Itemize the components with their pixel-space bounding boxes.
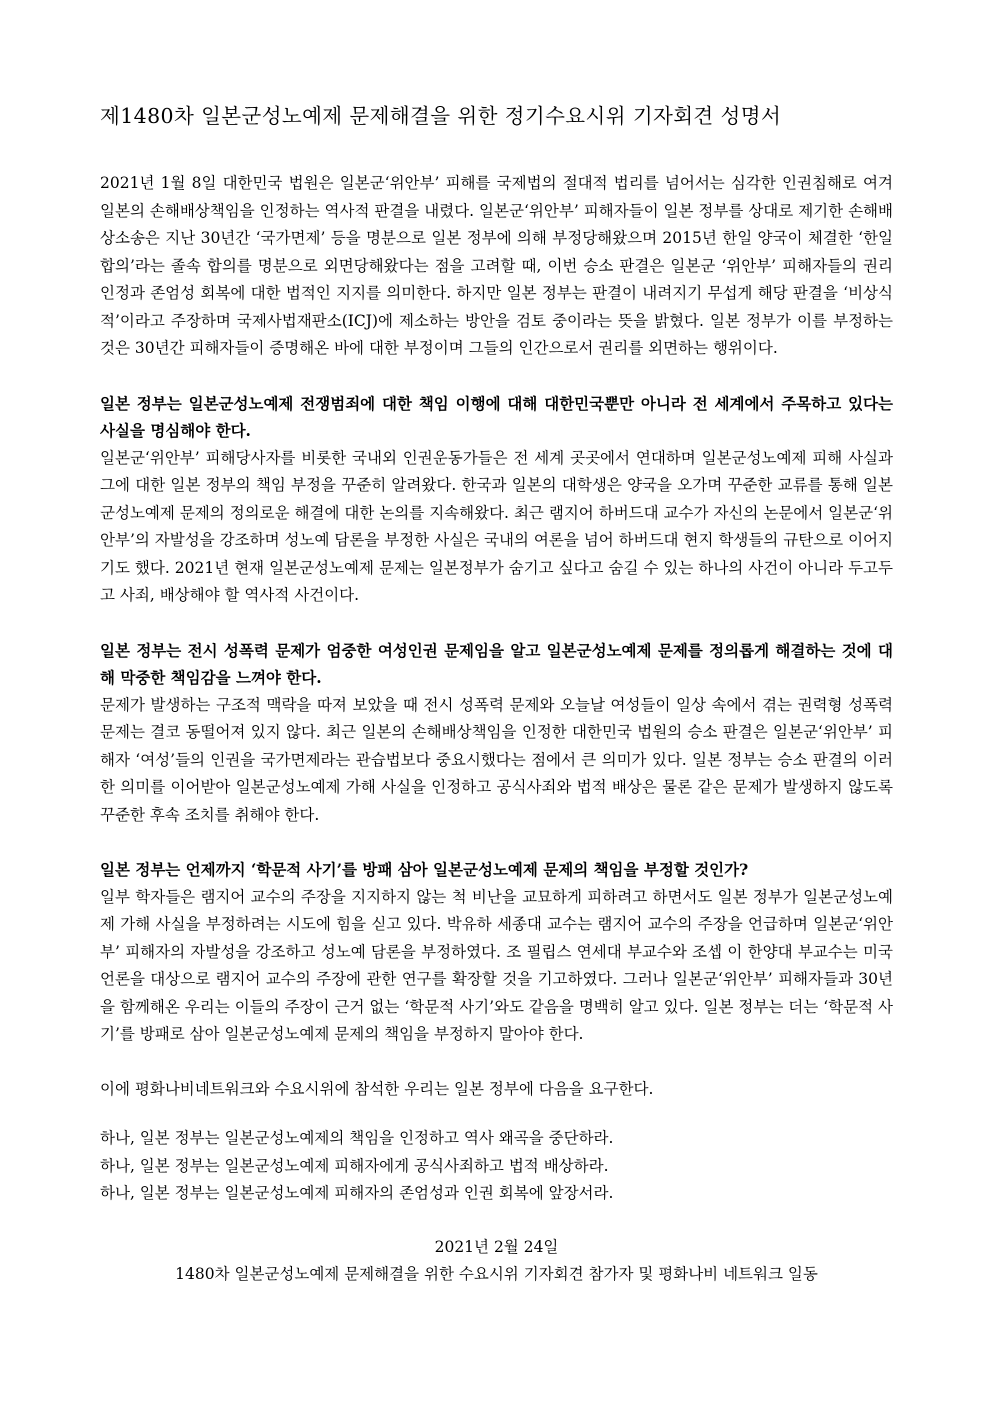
demand-item: 하나, 일본 정부는 일본군성노예제 피해자에게 공식사죄하고 법적 배상하라.	[100, 1156, 609, 1175]
section-heading: 일본 정부는 언제까지 ‘학문적 사기’를 방패 삼아 일본군성노예제 문제의 책임을 부정할 것인가?	[100, 860, 749, 879]
document-footer	[100, 1234, 893, 1289]
section-3	[100, 856, 893, 1049]
demand-item: 하나, 일본 정부는 일본군성노예제의 책임을 인정하고 역사 왜곡을 중단하라.	[100, 1129, 614, 1147]
section-body: 일부 학자들은 램지어 교수의 주장을 지지하지 않는 척 비난을 교묘하게 피하려고 하면서도 일본 정부가 일본군성노예제 가해 사실을 부정하려는 시도에 힘을 싣고 있다. 박유하 세종대 교수는 램지어 교수의 주장을 언급하며 일본군‘위안부’ 피해자의 자발성을 강조하고 성노예 담론을 부정하였다. 조 필립스 연세대 부교수와 조셉 이 한양대 부교수는 미국 언론을 대상으로 램지어 교수의 주장에 관한 연구를 확장할 것을 기고하였다. 그러나 일본군‘위안부’ 피해자들과 30년을 함께해온 우리는 이들의 주장이 근거 없는 ‘학문적 사기’와도 같음을 명백히 알고 있다. 일본 정부는 더는 ‘학문적 사기’를 방패로 삼아 일본군성노예제 문제의 책임을 부정하지 말아야 한다.	[100, 887, 893, 1043]
section-heading: 일본 정부는 일본군성노예제 전쟁범죄에 대한 책임 이행에 대해 대한민국뿐만 아니라 전 세계에서 주목하고 있다는 사실을 명심해야 한다.	[100, 393, 893, 440]
signatories: 1480차 일본군성노예제 문제해결을 위한 수요시위 기자회견 참가자 및 평화나비 네트워크 일동	[175, 1265, 818, 1283]
statement-date: 2021년 2월 24일	[434, 1237, 559, 1256]
section-body: 문제가 발생하는 구조적 맥락을 따져 보았을 때 전시 성폭력 문제와 오늘날 여성들이 일상 속에서 겪는 권력형 성폭력 문제는 결코 동떨어져 있지 않다. 최근 일본의 손해배상책임을 인정한 대한민국 법원의 승소 판결은 일본군‘위안부’ 피해자 ‘여성’들의 인권을 국가면제라는 관습법보다 중요시했다는 점에서 큰 의미가 있다. 일본 정부는 승소 판결의 이러한 의미를 이어받아 일본군성노예제 가해 사실을 인정하고 공식사죄와 법적 배상은 물론 같은 문제가 발생하지 않도록 꾸준한 후속 조치를 취해야 한다.	[100, 695, 893, 824]
section-1	[100, 390, 893, 610]
section-body: 일본군‘위안부’ 피해당사자를 비롯한 국내외 인권운동가들은 전 세계 곳곳에서 연대하며 일본군성노예제 피해 사실과 그에 대한 일본 정부의 책임 부정을 꾸준히 알려왔다. 한국과 일본의 대학생은 양국을 오가며 꾸준한 교류를 통해 일본군성노예제 문제의 정의로운 해결에 대한 논의를 지속해왔다. 최근 램지어 하버드대 교수가 자신의 논문에서 일본군‘위안부’의 자발성을 강조하며 성노예 담론을 부정한 사실은 국내의 여론을 넘어 하버드대 현지 학생들의 규탄으로 이어지기도 했다. 2021년 현재 일본군성노예제 문제는 일본정부가 숨기고 싶다고 숨길 수 있는 하나의 사건이 아니라 두고두고 사죄, 배상해야 할 역사적 사건이다.	[100, 448, 893, 604]
demand-intro: 이에 평화나비네트워크와 수요시위에 참석한 우리는 일본 정부에 다음을 요구한다.	[100, 1079, 654, 1098]
section-heading: 일본 정부는 전시 성폭력 문제가 엄중한 여성인권 문제임을 알고 일본군성노예제 문제를 정의롭게 해결하는 것에 대해 막중한 책임감을 느껴야 한다.	[100, 640, 893, 687]
demand-list	[100, 1125, 893, 1208]
intro-paragraph: 2021년 1월 8일 대한민국 법원은 일본군‘위안부’ 피해를 국제법의 절대적 법리를 넘어서는 심각한 인권침해로 여겨 일본의 손해배상책임을 인정하는 역사적 판결을 내렸다. 일본군‘위안부’ 피해자들이 일본 정부를 상대로 제기한 손해배상소송은 지난 30년간 ‘국가면제’ 등을 명분으로 일본 정부에 의해 부정당해왔으며 2015년 한일 양국이 체결한 ‘한일합의’라는 졸속 합의를 명분으로 외면당해왔다는 점을 고려할 때, 이번 승소 판결은 일본군 ‘위안부’ 피해자들의 권리 인정과 존엄성 회복에 대한 법적인 지지를 의미한다. 하지만 일본 정부는 판결이 내려지기 무섭게 해당 판결을 ‘비상식적’이라고 주장하며 국제사법재판소(ICJ)에 제소하는 방안을 검토 중이라는 뜻을 밝혔다. 일본 정부가 이를 부정하는 것은 30년간 피해자들이 증명해온 바에 대한 부정이며 그들의 인간으로서 권리를 외면하는 행위이다.	[100, 174, 893, 357]
section-2	[100, 637, 893, 830]
statement-document	[100, 100, 893, 1289]
document-title: 제1480차 일본군성노예제 문제해결을 위한 정기수요시위 기자회견 성명서	[100, 104, 782, 128]
demand-item: 하나, 일본 정부는 일본군성노예제 피해자의 존엄성과 인권 회복에 앞장서라.	[100, 1184, 614, 1202]
